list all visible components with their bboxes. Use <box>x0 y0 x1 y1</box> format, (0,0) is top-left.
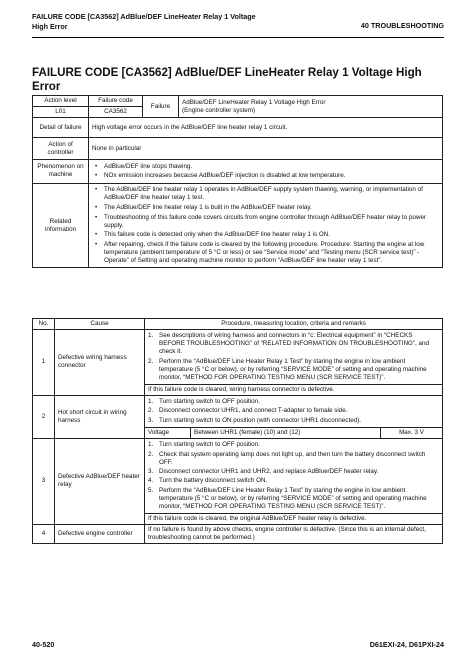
procedure-step <box>148 407 439 415</box>
procedure-note: If no failure is found by above checks, engine controller is defective. (Since this is an internal defect, troubleshooting cannot be performed.) <box>145 524 443 543</box>
procedure-step <box>148 332 439 356</box>
procedure-steps-cell <box>145 439 443 514</box>
procedure-step <box>148 477 439 485</box>
procedure-step <box>148 358 439 382</box>
step-text: Check that system operating lamp does not light up, and then turn the battery disconnect switch OFF. <box>159 450 426 466</box>
failure-code-value: CA3562 <box>89 107 143 118</box>
procedure-step <box>148 468 439 476</box>
row-number: 4 <box>33 524 55 543</box>
phenomenon-label: Phenomenon on machine <box>33 160 89 184</box>
failure-name: AdBlue/DEF LineHeater Relay 1 Voltage High Error <box>182 98 326 106</box>
action-level-label: Action level <box>33 96 89 107</box>
row-cause: Defective engine controller <box>55 524 145 543</box>
step-text: Disconnect connector UHR1, and connect T-adapter to female side. <box>159 407 348 415</box>
col-header-no: No. <box>33 319 55 330</box>
row-number: 3 <box>33 439 55 525</box>
detail-value: High voltage error occurs in the AdBlue/DEF line heater relay 1 circuit. <box>89 118 443 138</box>
procedure-steps-cell <box>145 330 443 385</box>
related-item: • The AdBlue/DEF line heater relay 1 operates in AdBlue/DEF supply system thawing, warning, or implementation of AdBlue/DEF line heater relay 1 test. <box>92 186 439 202</box>
phenomenon-list <box>89 160 442 183</box>
failure-label: Failure <box>143 96 179 118</box>
step-number: 2. <box>148 450 154 458</box>
step-text: Disconnect connector UHR1 and UHR2, and replace AdBlue/DEF heater relay. <box>159 467 379 475</box>
step-text: Turn starting switch to OFF position. <box>159 398 260 406</box>
phenomenon-list-cell <box>89 160 443 184</box>
failure-info-table <box>32 95 443 268</box>
measure-item: Voltage <box>145 428 191 439</box>
related-item: • The AdBlue/DEF line heater relay 1 is built in the AdBlue/DEF heater relay. <box>92 204 439 212</box>
detail-label: Detail of failure <box>33 118 89 138</box>
step-number: 4. <box>148 477 154 485</box>
procedure-step <box>148 451 439 467</box>
step-text: Turn starting switch to ON position (with connector UHR1 disconnected). <box>159 416 362 424</box>
procedure-step <box>148 417 439 425</box>
action-label: Action of controller <box>33 138 89 160</box>
step-text: Turn starting switch to OFF position. <box>159 441 260 449</box>
step-text: Turn the battery disconnect switch ON. <box>159 477 268 485</box>
procedure-steps <box>145 396 442 427</box>
procedure-note: If this failure code is cleared, the original AdBlue/DEF heater relay is defective. <box>145 513 443 524</box>
row-number: 2 <box>33 395 55 438</box>
step-number: 1. <box>148 441 154 449</box>
row-cause: Hot short circuit in wiring harness <box>55 395 145 438</box>
phenomenon-item: • AdBlue/DEF line stops thawing. <box>92 163 439 171</box>
failure-code-label: Failure code <box>89 96 143 107</box>
procedure-note: If this failure code is cleared, wiring harness connector is defective. <box>145 384 443 395</box>
action-level-value: L01 <box>33 107 89 118</box>
procedure-step <box>148 441 439 449</box>
page-header <box>32 12 444 38</box>
procedure-steps <box>145 330 442 384</box>
procedure-step <box>148 487 439 511</box>
step-number: 2. <box>148 407 154 415</box>
step-text: See descriptions of wiring harness and connectors in “c: Electrical equipment” in “CHECKS BEFORE TROUBLESHOOTING” of “RELATED INFORMATION ON TROUBLESHOOTING”, and check it. <box>159 332 429 356</box>
row-cause: Defective AdBlue/DEF heater relay <box>55 439 145 525</box>
procedure-steps <box>145 439 442 513</box>
failure-system: (Engine controller system) <box>182 106 256 114</box>
row-cause: Defective wiring harness connector <box>55 330 145 396</box>
header-section-title: FAILURE CODE [CA3562] AdBlue/DEF LineHeater Relay 1 Voltage High Error <box>32 12 256 31</box>
col-header-cause: Cause <box>55 319 145 330</box>
measure-between: Between UHR1 (female) (10) and (12) <box>191 428 381 439</box>
page-title: FAILURE CODE [CA3562] AdBlue/DEF LineHeater Relay 1 Voltage High Error <box>32 66 422 93</box>
step-number: 2. <box>148 357 154 365</box>
action-value: None in particular <box>89 138 443 160</box>
phenomenon-item: • NOx emission increases because AdBlue/DEF injection is disabled at low temperature. <box>92 172 439 180</box>
failure-name-cell <box>179 96 443 118</box>
step-number: 1. <box>148 332 154 340</box>
related-list <box>89 184 442 268</box>
step-number: 1. <box>148 398 154 406</box>
related-item: • After repairing, check if the failure code is cleared by the following procedure. Procedure: Starting the engine at low temperature (ambient temperature of 5 °C or less) or see “Service mode” and “Testing menu (SCR service test)” - Operate” of Setting and operating machine monitor to perform “AdBlue/DEF line heater relay 1 test”. <box>92 241 439 265</box>
row-number: 1 <box>33 330 55 396</box>
procedure-step <box>148 398 439 406</box>
model-number: D61EXI-24, D61PXI-24 <box>369 640 444 649</box>
related-list-cell <box>89 183 443 268</box>
related-label: Related information <box>33 183 89 268</box>
procedure-steps-cell <box>145 395 443 427</box>
step-number: 3. <box>148 467 154 475</box>
header-chapter: 40 TROUBLESHOOTING <box>360 21 444 30</box>
step-text: Perform the “AdBlue/DEF Line Heater Relay 1 Test” by staring the engine in low ambient temperature (5 °C or below), or by referring “SERVICE MODE” of setting and operating machine monitor, “METHOD FOR OPERATING TESTING MENU (SCR SERVICE TEST)”. <box>159 486 427 510</box>
related-item: • Troubleshooting of this failure code covers circuits from engine controller through AdBlue/DEF heater relay to power supply. <box>92 214 439 230</box>
measure-value: Max. 3 V <box>381 428 443 439</box>
step-number: 5. <box>148 486 154 494</box>
related-item: • This failure code is detected only when the AdBlue/DEF line heater relay 1 is ON. <box>92 231 439 239</box>
step-text: Perform the “AdBlue/DEF Line Heater Relay 1 Test” by staring the engine in low ambient temperature (5 °C or below), or by referring “SERVICE MODE” of setting and operating machine monitor, “METHOD FOR OPERATING TESTING MENU (SCR SERVICE TEST)”. <box>159 357 427 381</box>
procedure-table <box>32 318 443 544</box>
page-number: 40-520 <box>32 640 55 649</box>
col-header-procedure: Procedure, measuring location, criteria and remarks <box>145 319 443 330</box>
step-number: 3. <box>148 416 154 424</box>
